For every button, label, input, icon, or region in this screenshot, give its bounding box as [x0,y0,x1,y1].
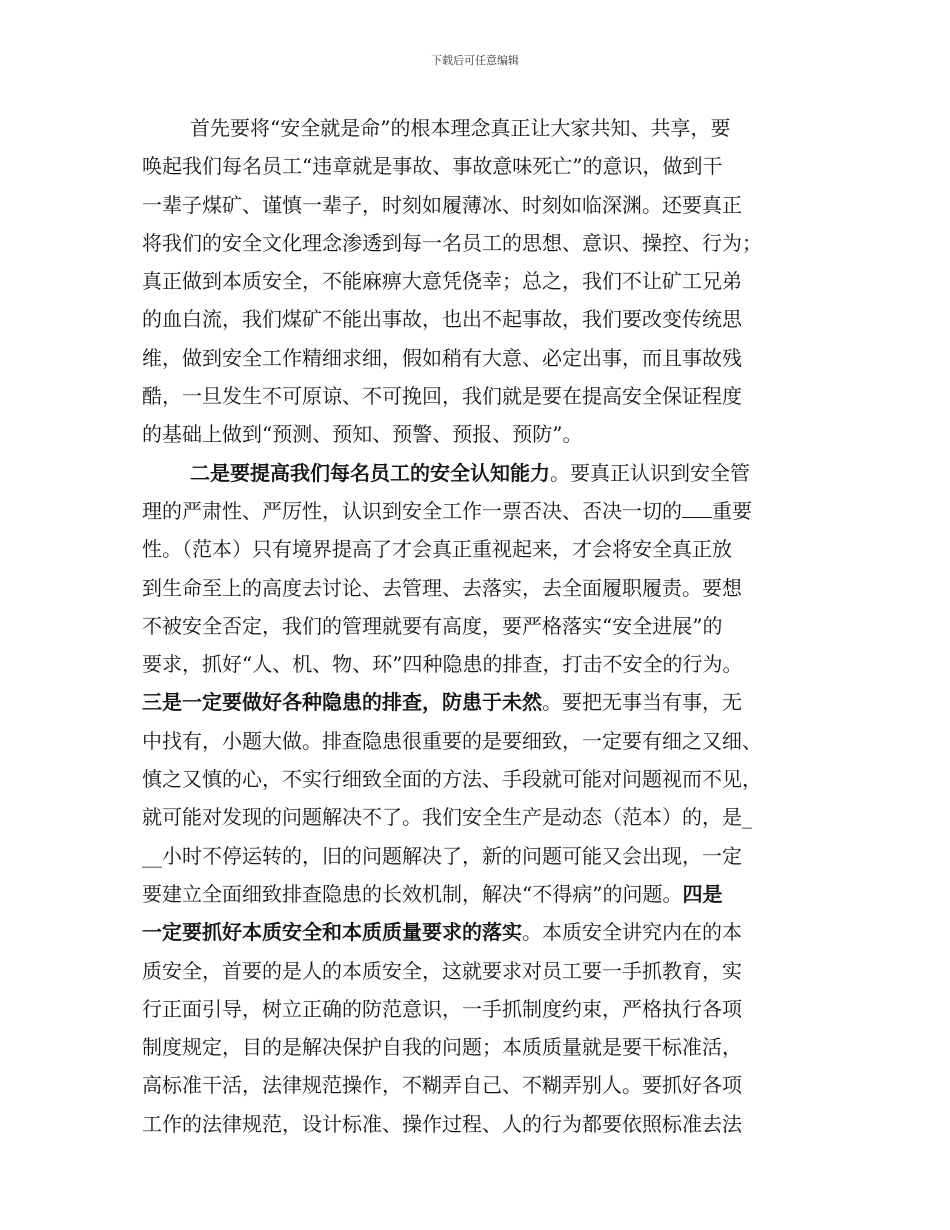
text-line: 首先要将“安全就是命”的根本理念真正让大家共知、共享，要 [190,116,731,140]
text-line: 工作的法律规范，设计标准、操作过程、人的行为都要依照标准去法 [142,1111,742,1136]
bold-heading: 二是要提高我们每名员工的安全认知能力 [190,460,550,485]
text-line: 要求，抓好“人、机、物、环”四种隐患的排查，打击不安全的行为。 [142,652,743,677]
text-line: 到生命至上的高度去讨论、去管理、去落实，去全面履职履责。要想 [142,575,742,600]
text-line: 酷，一旦发生不可原谅、不可挽回，我们就是要在提高安全保证程度 [142,384,742,409]
text-line: 不被安全否定，我们的管理就要有高度，要严格落实“安全进展”的 [142,613,723,638]
bold-heading: 三是一定要做好各种隐患的排查，防患于未然 [142,690,542,715]
text-line: 性。（范本）只有境界提高了才会真正重视起来，才会将安全真正放 [142,537,732,562]
text-line: 制度规定，目的是解决保护自我的问题；本质质量就是要干标准活， [142,1035,742,1060]
bold-heading: 一定要抓好本质安全和本质质量要求的落实 [142,920,522,945]
text-line: 一定要抓好本质安全和本质质量要求的落实。本质安全讲究内在的本 [142,920,742,945]
document-body [142,109,827,1143]
text-line: 理的严肃性、严厉性，认识到安全工作一票否决、否决一切的 重要 [142,492,827,530]
page-header: 下载后可任意编辑 [431,54,519,67]
fill-blank [682,495,712,518]
text-line: 要建立全面细致排查隐患的长效机制，解决“不得病”的问题。四是 [142,881,723,906]
text-line: __小时不停运转的，旧的问题解决了，新的问题可能又会出现，一定 [142,843,742,868]
text-line: 质安全，首要的是人的本质安全，这就要求对员工要一手抓教育，实 [142,958,742,983]
text-line: 真正做到本质安全，不能麻痹大意凭侥幸；总之，我们不让矿工兄弟 [142,269,742,294]
text-line: 二是要提高我们每名员工的安全认知能力。要真正认识到安全管 [190,460,750,485]
text-line: 唤起我们每名员工“违章就是事故、事故意味死亡”的意识，做到干 [142,154,723,179]
text-line: 高标准干活，法律规范操作，不糊弄自己、不糊弄别人。要抓好各项 [142,1073,742,1098]
text-line: 慎之又慎的心，不实行细致全面的方法、手段就可能对问题视而不见， [142,767,762,792]
text-line: 的基础上做到“预测、预知、预警、预报、预防”。 [142,422,583,447]
text-line: 三是一定要做好各种隐患的排查，防患于未然。要把无事当有事，无 [142,690,742,715]
text-line: 中找有，小题大做。排查隐患很重要的是要细致，一定要有细之又细、 [142,728,762,753]
text-line: 维，做到安全工作精细求细，假如稍有大意、必定出事，而且事故残 [142,345,742,370]
text-line: 一辈子煤矿、谨慎一辈子，时刻如履薄冰、时刻如临深渊。还要真正 [142,192,742,217]
text-line: 的血白流，我们煤矿不能出事故，也出不起事故，我们要改变传统思 [142,307,742,332]
bold-heading: 四是 [682,881,723,906]
text-line: 就可能对发现的问题解决不了。我们安全生产是动态（范本）的，是_ [142,805,752,830]
text-line: 将我们的安全文化理念渗透到每一名员工的思想、意识、操控、行为； [142,230,762,255]
text-line: 行正面引导，树立正确的防范意识，一手抓制度约束，严格执行各项 [142,996,742,1021]
